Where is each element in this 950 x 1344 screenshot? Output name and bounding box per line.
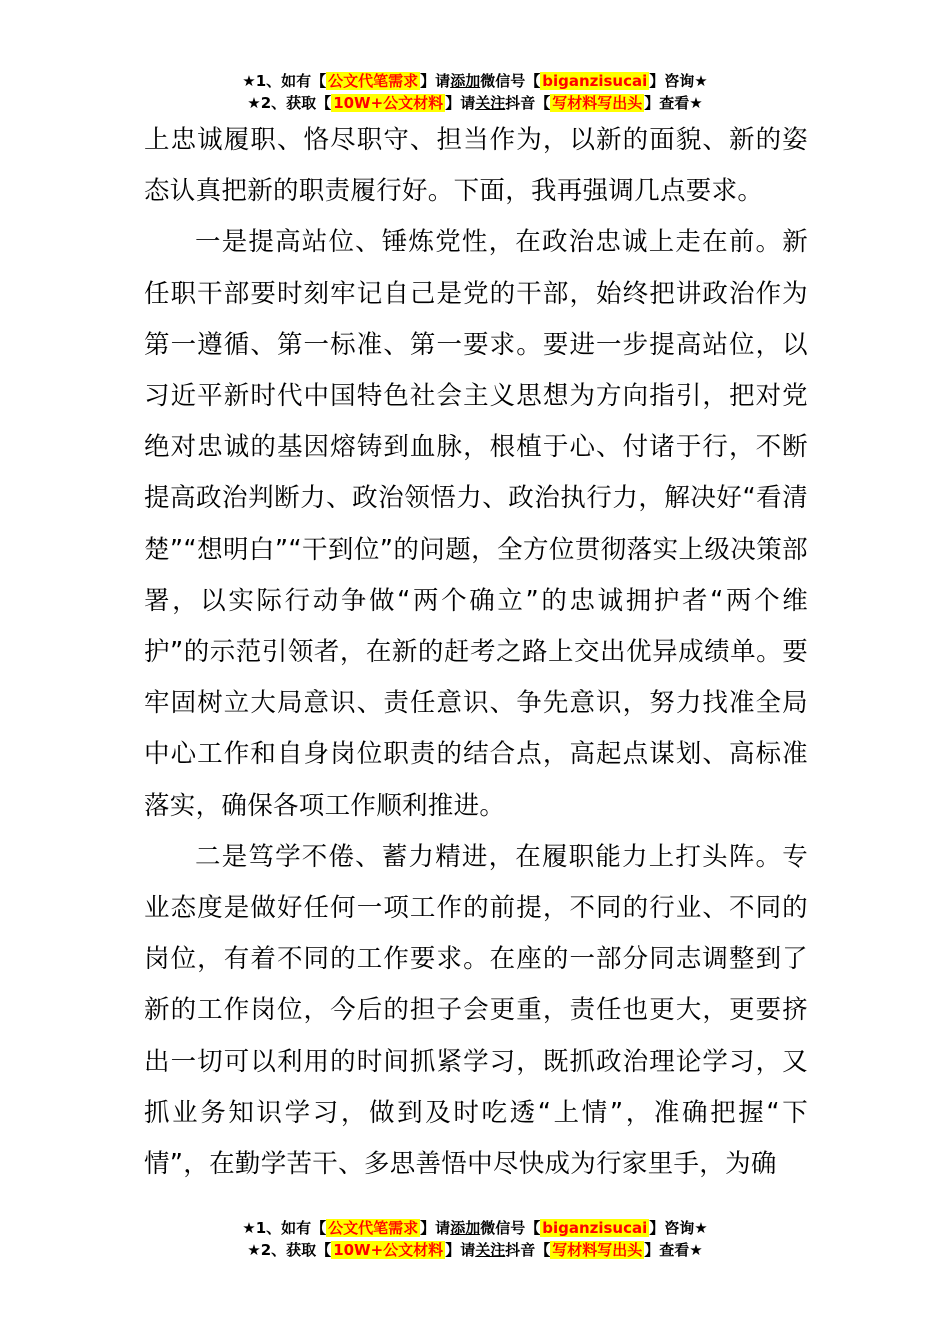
highlight-service: 公文代笔需求	[328, 72, 419, 90]
header-banner	[0, 70, 950, 114]
paragraph-point-two: 二是笃学不倦、蓄力精进，在履职能力上打头阵。专业态度是做好任何一项工作的前提，不同的行业、不同的岗位，有着不同的工作要求。在座的一部分同志调整到了新的工作岗位，今后的担子会更重，责任也更大，更要挤出一切可以利用的时间抓紧学习，既抓政治理论学习，又抓业务知识学习，做到及时吃透“上情”，准确把握“下情”，在勤学苦干、多思善悟中尽快成为行家里手，为确	[144, 841, 808, 1180]
header-banner-line-2: ★2、获取【 10W+公文材料 】请关注抖音【 写材料写出头 】查看★	[247, 94, 703, 112]
footer-banner	[0, 1217, 950, 1261]
document-body	[144, 115, 808, 1190]
highlight-douyin: 写材料写出头	[552, 94, 643, 112]
highlight-douyin: 写材料写出头	[552, 1241, 643, 1259]
paragraph-continuation: 上忠诚履职、恪尽职守、担当作为，以新的面貌、新的姿态认真把新的职责履行好。下面，我再强调几点要求。	[144, 125, 808, 207]
highlight-wechat-id: biganzisucai	[542, 72, 648, 90]
paragraph-point-one: 一是提高站位、锤炼党性，在政治忠诚上走在前。新任职干部要时刻牢记自己是党的干部，始终把讲政治作为第一遵循、第一标准、第一要求。要进一步提高站位，以习近平新时代中国特色社会主义思想为方向指引，把对党绝对忠诚的基因熔铸到血脉，根植于心、付诸于行，不断提高政治判断力、政治领悟力、政治执行力，解决好“看清楚”“想明白”“干到位”的问题，全方位贯彻落实上级决策部署，以实际行动争做“两个确立”的忠诚拥护者“两个维护”的示范引领者，在新的赶考之路上交出优异成绩单。要牢固树立大局意识、责任意识、争先意识，努力找准全局中心工作和自身岗位职责的结合点，高起点谋划、高标准落实，确保各项工作顺利推进。	[144, 227, 808, 821]
highlight-materials: 10W+公文材料	[333, 94, 444, 112]
highlight-materials: 10W+公文材料	[333, 1241, 444, 1259]
highlight-wechat-id: biganzisucai	[542, 1219, 648, 1237]
header-banner-line-1: ★1、如有【 公文代笔需求 】请添加微信号【 biganzisucai 】咨询★	[242, 72, 708, 90]
footer-banner-line-1: ★1、如有【 公文代笔需求 】请添加微信号【 biganzisucai 】咨询★	[242, 1219, 708, 1237]
footer-banner-line-2: ★2、获取【 10W+公文材料 】请关注抖音【 写材料写出头 】查看★	[247, 1241, 703, 1259]
highlight-service: 公文代笔需求	[328, 1219, 419, 1237]
